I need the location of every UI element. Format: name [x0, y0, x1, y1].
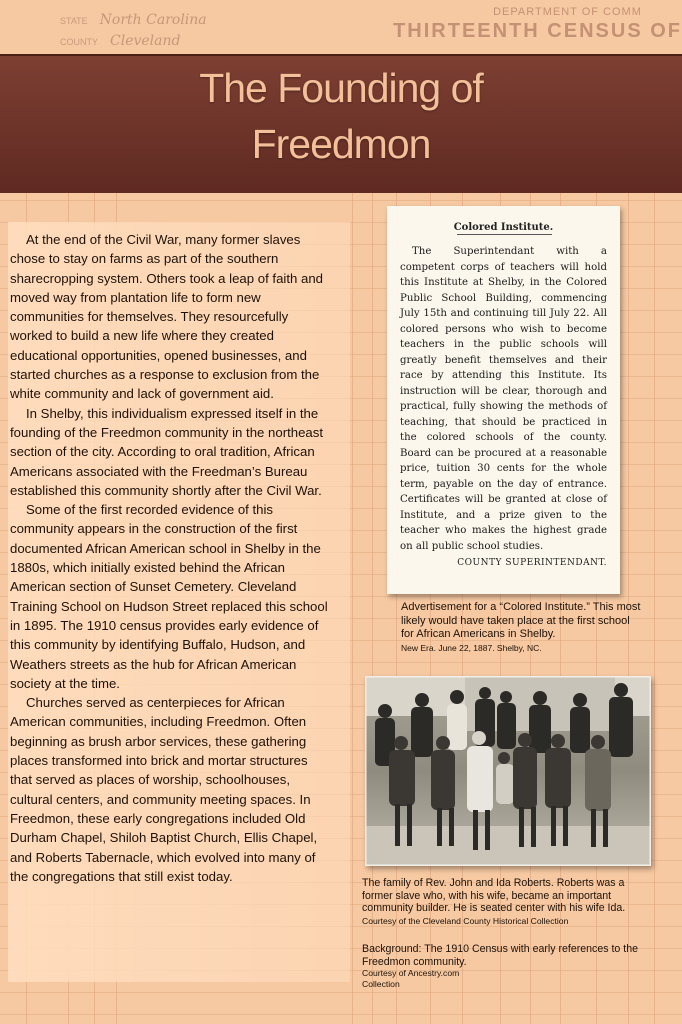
county-label: COUNTY [60, 37, 98, 47]
photo-caption-text: The family of Rev. John and Ida Roberts. Roberts was a former slave who, with his wife, became an important community builder. He is seated center with his wife Ida. [362, 877, 626, 915]
state-label: STATE [60, 16, 88, 26]
background-caption-text: Background: The 1910 Census with early references to the Freedmon community. [362, 943, 638, 968]
paragraph-2: In Shelby, this individualism expressed itself in the founding of the Freedmon community in the northeast section of the city. According to oral tradition, African Americans associated with the Freedman’s Bureau established this community shortly after the Civil War. [10, 405, 324, 498]
department-heading: DEPARTMENT OF COMM [493, 6, 642, 18]
clipping-body: The Superintendant with a competent corps of teachers will hold this Institute at Shelby, in the Colored Public School Building, commencing July 15th and continuing till July 22. All colored persons who wish to become teachers in the public schools will greatly benefit themselves and their race by attending this Institute. Its instruction will be clear, thorough and practical, fully showing the methods of teaching, that should be practiced in the colored schools of the county. Board can be procured at a reasonable price, tuition 30 cents for the whole term, payable on the day of entrance. Certificates will be granted at close of Institute, and a prize given to the teacher who makes the highest grade on all public school studies. [400, 246, 607, 552]
census-header-left [60, 10, 207, 52]
clipping-rule [457, 234, 552, 235]
county-value: Cleveland [110, 33, 181, 49]
background-caption [362, 943, 652, 990]
background-caption-source-1: Courtesy of Ancestry.com [362, 968, 460, 979]
family-photo [365, 676, 651, 866]
title-line-2: Freedmon [251, 121, 431, 167]
photo-caption-source: Courtesy of the Cleveland County Historical Collection [362, 915, 569, 926]
page-title [0, 60, 682, 172]
census-heading: THIRTEENTH CENSUS OF [393, 20, 682, 42]
body-text [10, 230, 332, 886]
clipping-signature: COUNTY SUPERINTENDANT. [457, 558, 607, 568]
newspaper-clipping [387, 206, 620, 594]
family-photo-illustration [365, 676, 651, 866]
clipping-caption [401, 601, 641, 654]
clipping-title: Colored Institute. [453, 222, 554, 233]
clipping-caption-text: Advertisement for a “Colored Institute.” This most likely would have taken place at the first school for African Americans in Shelby. [401, 601, 641, 640]
census-header-right [393, 6, 682, 43]
photo-caption [362, 877, 652, 927]
state-value: North Carolina [99, 12, 207, 28]
clipping-caption-source: New Era. June 22, 1887. Shelby, NC. [401, 642, 542, 653]
background-caption-source-2: Collection [362, 979, 400, 990]
paragraph-4: Churches served as centerpieces for African American communities, including Freedmon. Often beginning as brush arbor services, these gathering places transformed into brick and mortar structures that served as places of worship, schoolhouses, cultural centers, and community meeting spaces. In Freedmon, these early congregations included Old Durham Chapel, Shiloh Baptist Church, Ellis Chapel, and Roberts Tabernacle, which evolved into many of the congregations that still exist today. [10, 695, 318, 884]
paragraph-3: Some of the first recorded evidence of this community appears in the construction of the first documented African American school in Shelby in the 1880s, which initially existed behind the African American section of Sunset Cemetery. Cleveland Training School on Hudson Street replaced this school in 1895. The 1910 census provides early evidence of this community by identifying Buffalo, Hudson, and Weathers streets as the hub for African American society at the time. [10, 502, 328, 691]
title-line-1: The Founding of [199, 65, 483, 111]
paragraph-1: At the end of the Civil War, many former slaves chose to stay on farms as part of the southern sharecropping system. Others took a leap of faith and moved way from plantation life to form new communities for themselves. They resourcefully worked to build a new life where they created educational opportunities, opened businesses, and started churches as a response to exclusion from the white community and lack of government aid. [10, 232, 324, 402]
